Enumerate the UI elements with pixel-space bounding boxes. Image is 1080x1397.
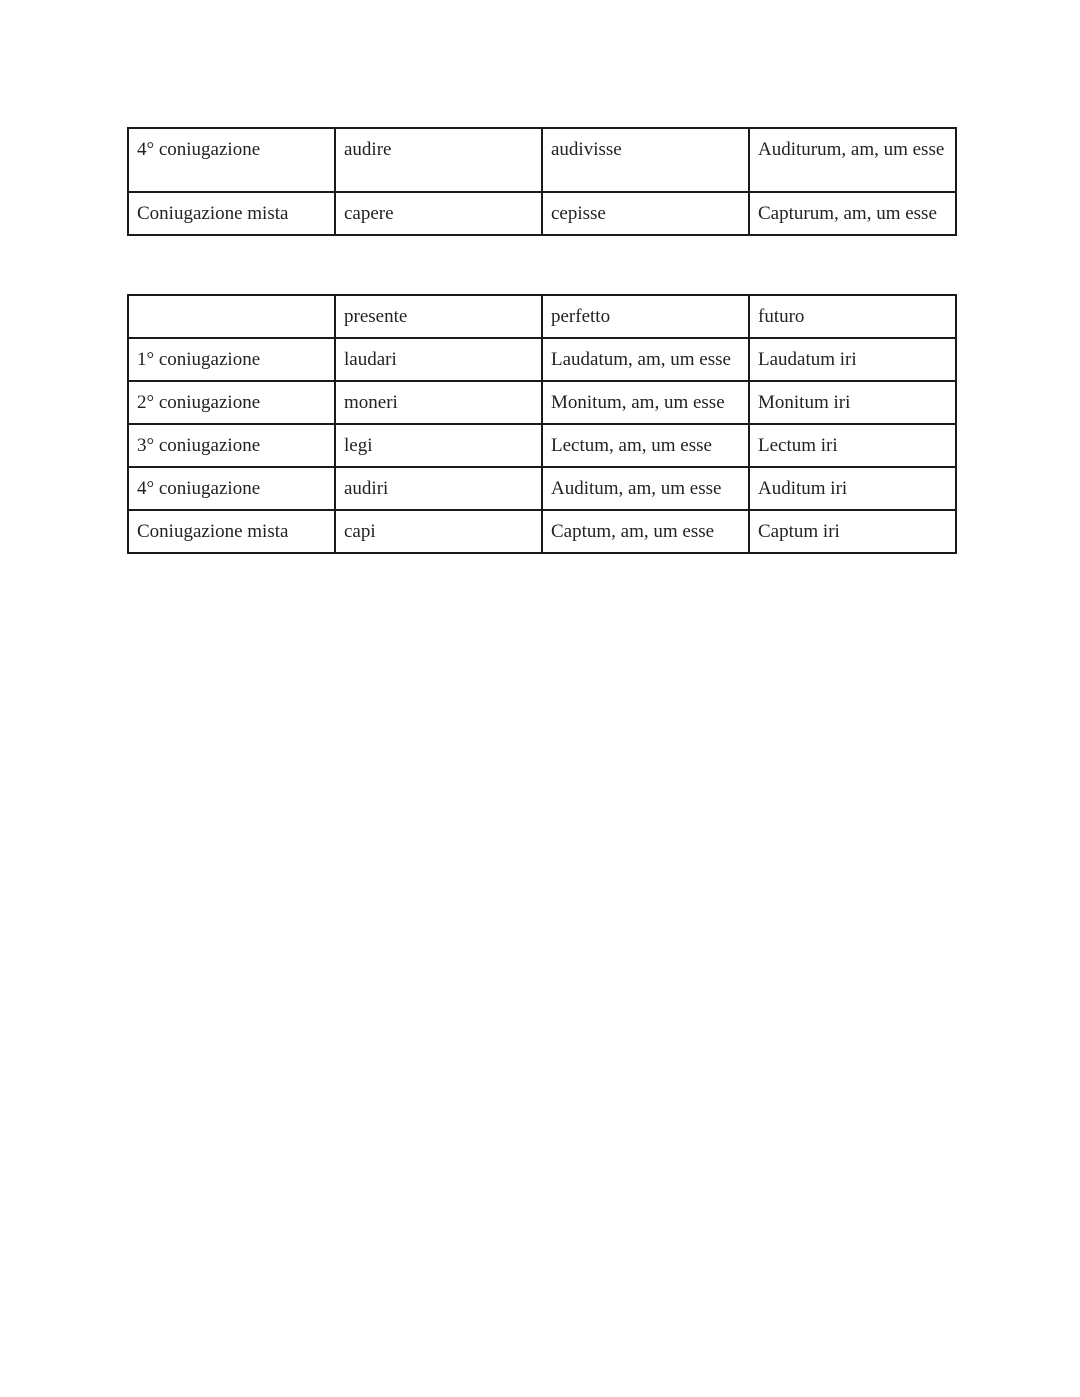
table-cell: Captum iri [749,510,956,553]
table-cell: Coniugazione mista [128,510,335,553]
table-cell: Monitum iri [749,381,956,424]
table-cell: Auditurum, am, um esse [749,128,956,192]
table-row [128,192,956,235]
table-cell: Monitum, am, um esse [542,381,749,424]
table-cell: Laudatum iri [749,338,956,381]
table-cell: Lectum iri [749,424,956,467]
table-header-cell: perfetto [542,295,749,338]
table-cell: laudari [335,338,542,381]
infinitive-passive-table [127,294,957,554]
table-cell: audire [335,128,542,192]
table-cell: Coniugazione mista [128,192,335,235]
table-row [128,338,956,381]
infinitive-active-table [127,127,957,236]
table-cell: Captum, am, um esse [542,510,749,553]
table-cell: Auditum iri [749,467,956,510]
table-header-row [128,295,956,338]
table-cell: Auditum, am, um esse [542,467,749,510]
table-cell: capi [335,510,542,553]
table-row [128,381,956,424]
table-cell: legi [335,424,542,467]
table-cell: audiri [335,467,542,510]
table-row [128,510,956,553]
table-cell: capere [335,192,542,235]
table-header-cell: presente [335,295,542,338]
table-cell: 2° coniugazione [128,381,335,424]
table-cell: audivisse [542,128,749,192]
table-row [128,467,956,510]
table-cell: 4° coniugazione [128,467,335,510]
table-row [128,128,956,192]
table-header-cell: futuro [749,295,956,338]
table-cell: cepisse [542,192,749,235]
table-cell: 4° coniugazione [128,128,335,192]
table-row [128,424,956,467]
table-cell: 1° coniugazione [128,338,335,381]
table-cell: 3° coniugazione [128,424,335,467]
table-cell: Laudatum, am, um esse [542,338,749,381]
table-cell: moneri [335,381,542,424]
table-cell: Lectum, am, um esse [542,424,749,467]
table-header-cell [128,295,335,338]
table-cell: Capturum, am, um esse [749,192,956,235]
